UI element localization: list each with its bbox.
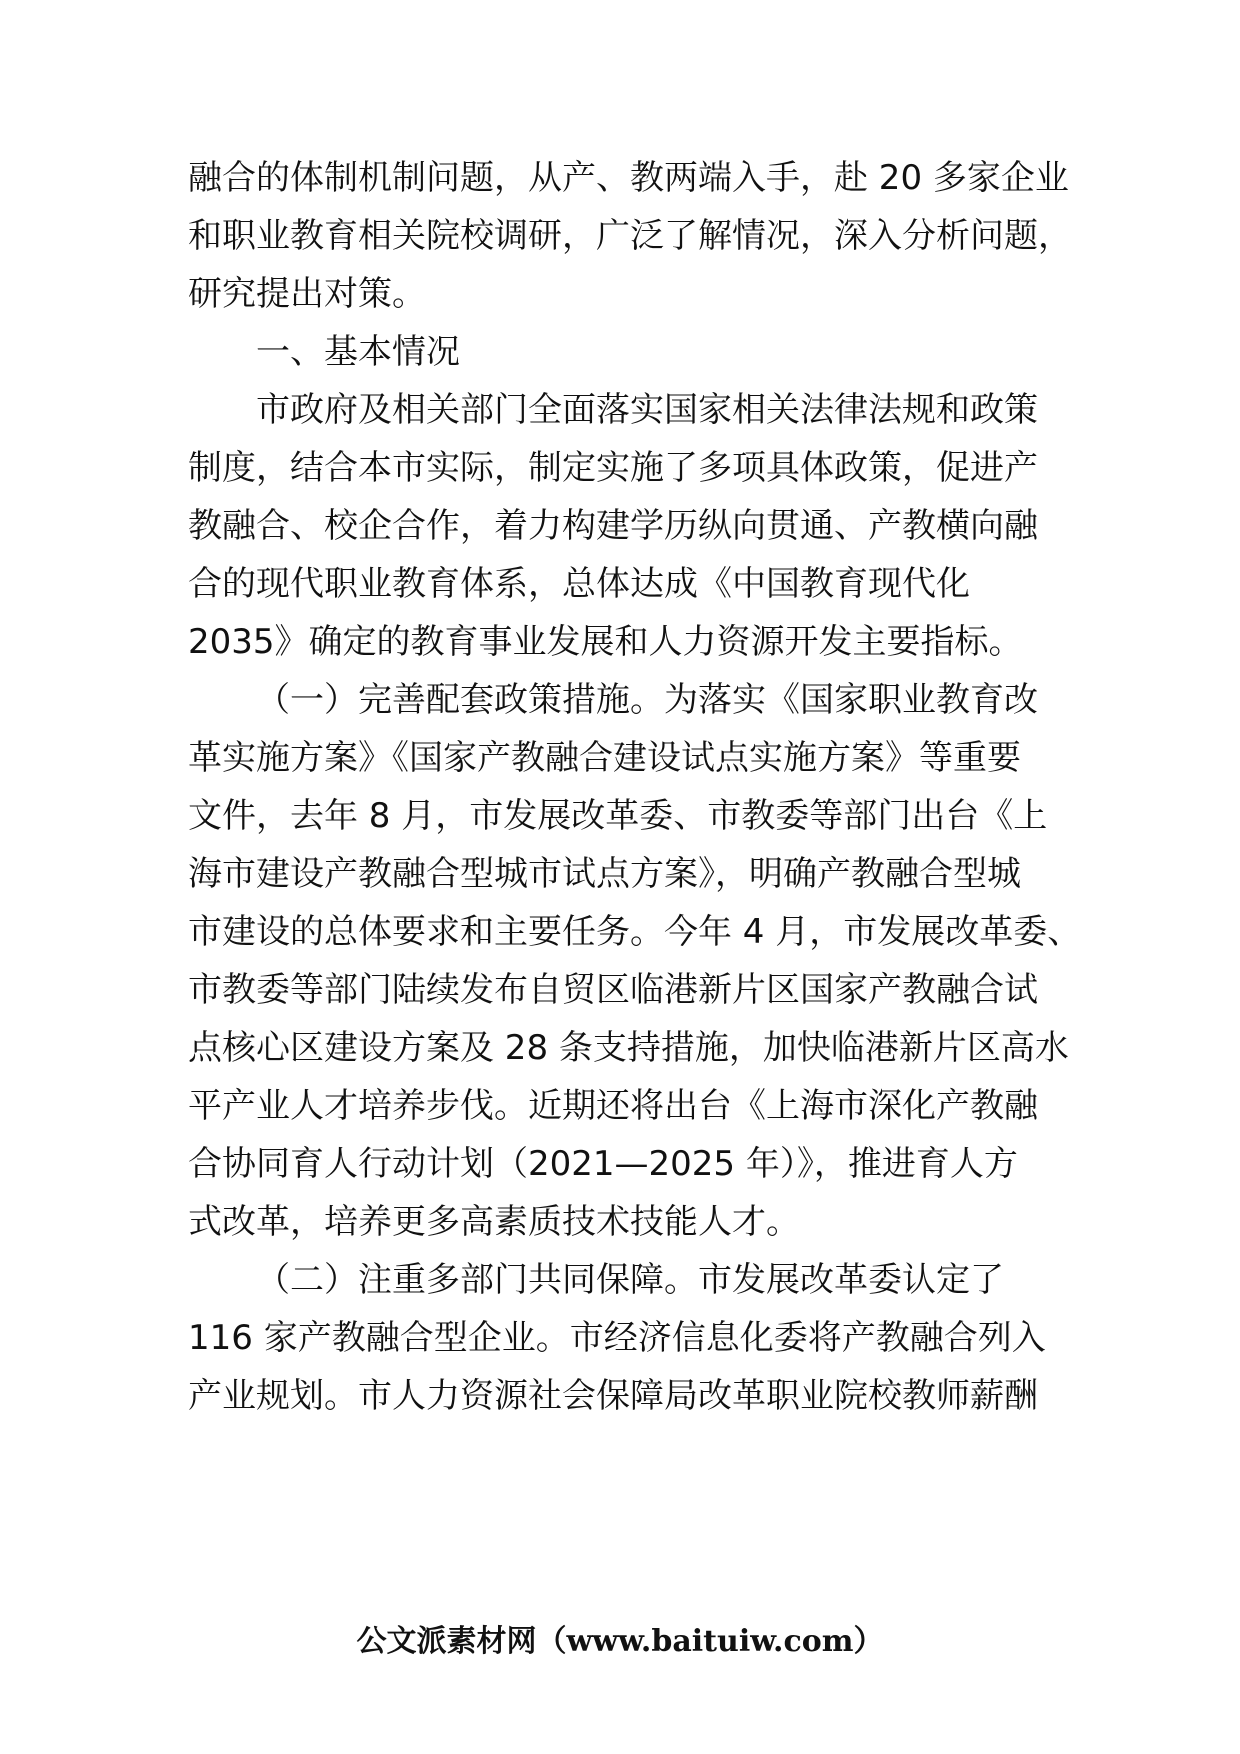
body-line-17: 平产业人才培养步伐。近期还将出台《上海市深化产教融 <box>188 1086 1038 1126</box>
body-line-18: 合协同育人行动计划（2021—2025 年）》，推进育人方 <box>188 1144 1018 1184</box>
body-line-1: 融合的体制机制问题，从产、教两端入手，赴 20 多家企业 <box>188 158 1069 198</box>
body-line-6: 制度，结合本市实际，制定实施了多项具体政策，促进产 <box>188 448 1038 488</box>
body-line-22: 产业规划。市人力资源社会保障局改革职业院校教师薪酬 <box>188 1376 1038 1416</box>
body-line-7: 教融合、校企合作，着力构建学历纵向贯通、产教横向融 <box>188 506 1038 546</box>
body-line-19: 式改革，培养更多高素质技术技能人才。 <box>188 1202 800 1242</box>
body-line-11: 革实施方案》《国家产教融合建设试点实施方案》等重要 <box>188 738 1021 778</box>
body-line-2: 和职业教育相关院校调研，广泛了解情况，深入分析问题， <box>188 216 1072 256</box>
body-line-10: （一）完善配套政策措施。为落实《国家职业教育改 <box>256 680 1038 720</box>
body-line-21: 116 家产教融合型企业。市经济信息化委将产教融合列入 <box>188 1318 1046 1358</box>
page-footer: 公文派素材网（www.baituiw.com） <box>356 1624 884 1659</box>
body-line-5: 市政府及相关部门全面落实国家相关法律法规和政策 <box>256 390 1038 430</box>
body-line-8: 合的现代职业教育体系，总体达成《中国教育现代化 <box>188 564 970 604</box>
body-line-14: 市建设的总体要求和主要任务。今年 4 月，市发展改革委、 <box>188 912 1082 952</box>
body-line-9: 2035》确定的教育事业发展和人力资源开发主要指标。 <box>188 622 1023 662</box>
body-line-16: 点核心区建设方案及 28 条支持措施，加快临港新片区高水 <box>188 1028 1069 1068</box>
section-heading: 一、基本情况 <box>256 332 460 372</box>
body-line-3: 研究提出对策。 <box>188 274 426 314</box>
body-line-13: 海市建设产教融合型城市试点方案》，明确产教融合型城 <box>188 854 1021 894</box>
body-line-20: （二）注重多部门共同保障。市发展改革委认定了 <box>256 1260 1004 1300</box>
body-line-12: 文件，去年 8 月，市发展改革委、市教委等部门出台《上 <box>188 796 1048 836</box>
body-line-15: 市教委等部门陆续发布自贸区临港新片区国家产教融合试 <box>188 970 1038 1010</box>
